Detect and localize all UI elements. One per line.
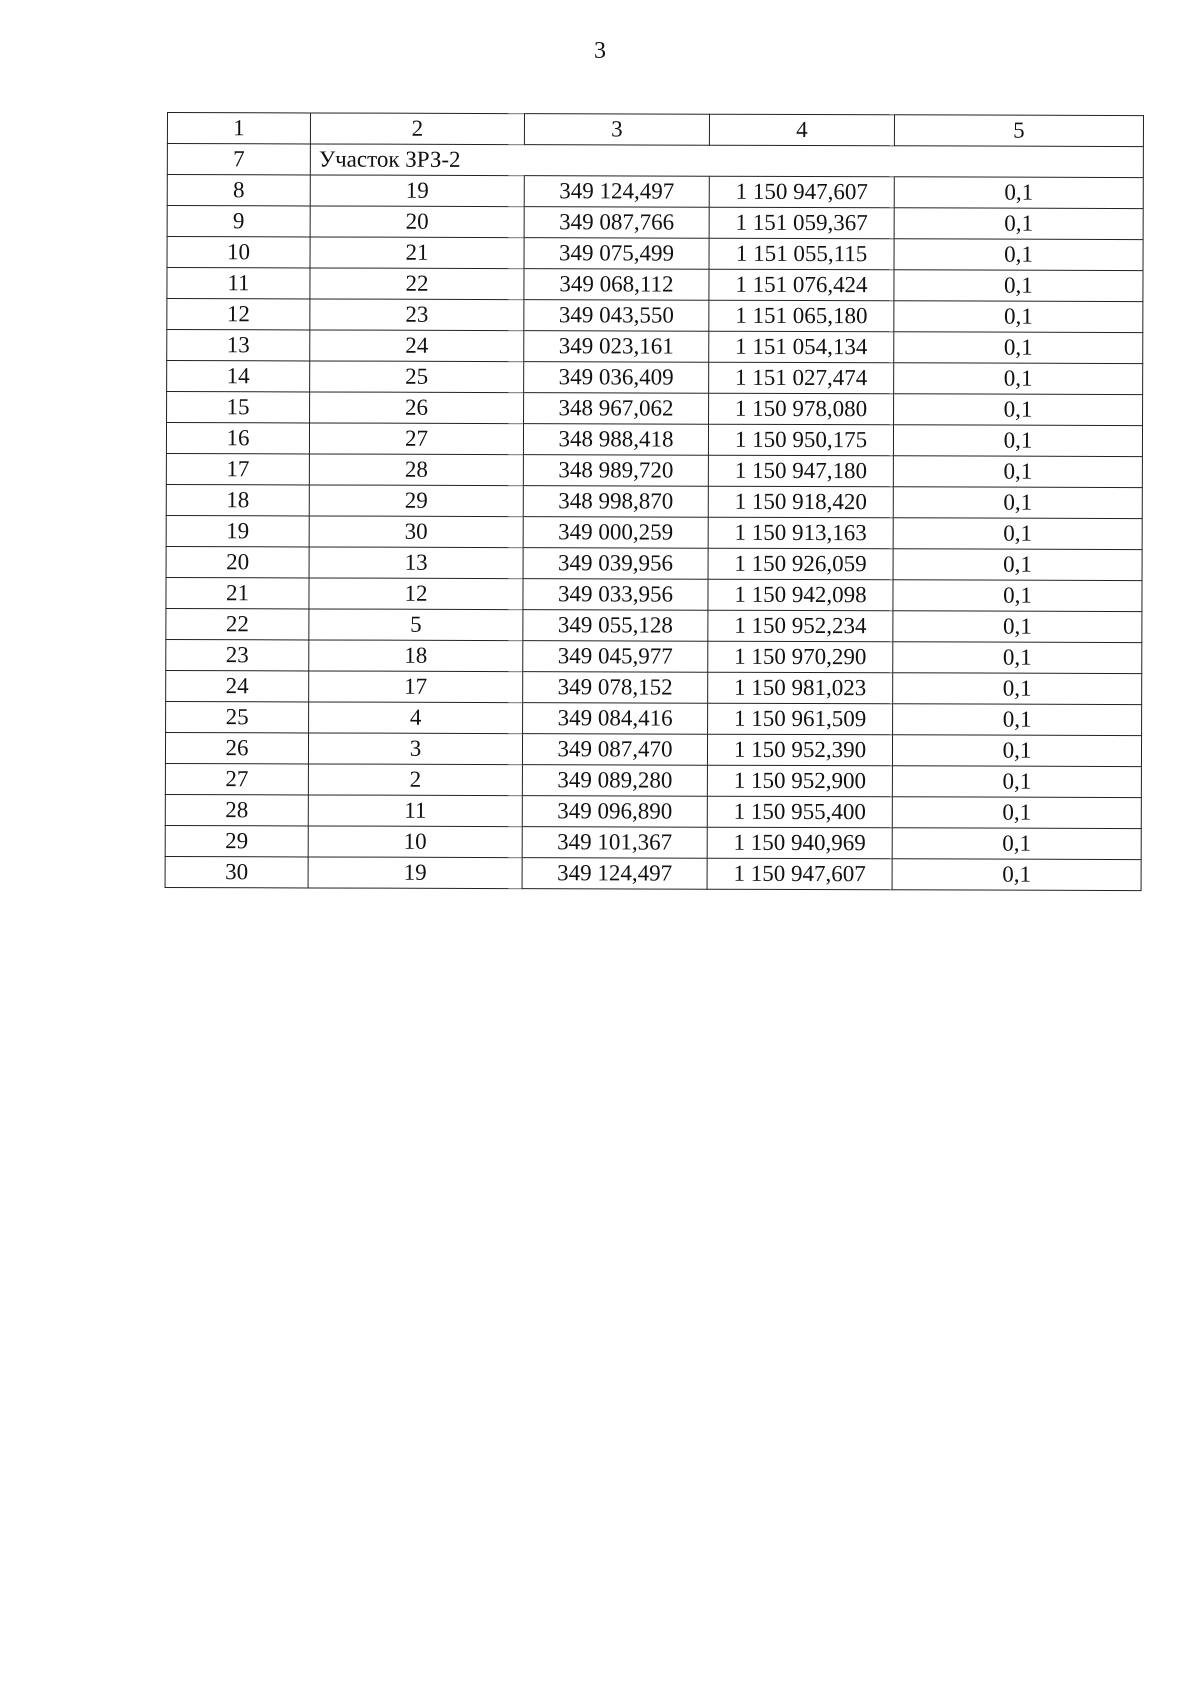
coordinate-y-cell: 1 151 027,474: [709, 362, 894, 394]
row-number-cell: 16: [166, 423, 309, 454]
accuracy-cell: 0,1: [893, 549, 1142, 581]
accuracy-cell: 0,1: [893, 518, 1142, 550]
coordinate-y-cell: 1 151 055,115: [709, 238, 894, 270]
row-number-cell: 21: [166, 577, 309, 608]
coordinate-x-cell: 349 075,499: [524, 238, 709, 270]
coordinate-x-cell: 348 989,720: [523, 455, 708, 487]
point-number-cell: 19: [308, 857, 522, 889]
table-row: [166, 453, 1142, 487]
coordinate-x-cell: 349 087,766: [524, 207, 709, 239]
table-row: [167, 299, 1143, 333]
coordinate-x-cell: 349 068,112: [524, 269, 709, 301]
point-number-cell: 19: [310, 175, 524, 207]
point-number-cell: 28: [309, 454, 523, 486]
coordinate-y-cell: 1 150 947,180: [708, 455, 893, 487]
coordinate-y-cell: 1 150 913,163: [708, 517, 893, 549]
header-row: [167, 113, 1143, 147]
accuracy-cell: 0,1: [893, 673, 1142, 705]
accuracy-cell: 0,1: [892, 859, 1141, 891]
coordinate-y-cell: 1 150 926,059: [708, 548, 893, 580]
coordinate-x-cell: 349 033,956: [523, 579, 708, 611]
coordinate-y-cell: 1 150 942,098: [708, 579, 893, 611]
coordinate-y-cell: 1 151 076,424: [709, 269, 894, 301]
row-number-cell: 28: [165, 794, 308, 825]
coordinate-x-cell: 349 096,890: [522, 796, 707, 828]
table-row: [167, 206, 1143, 240]
row-number-cell: 11: [167, 268, 310, 299]
coordinate-x-cell: 349 043,550: [524, 300, 709, 332]
table-row: [166, 639, 1142, 673]
table-row: [166, 484, 1142, 518]
coordinate-y-cell: 1 150 952,900: [707, 765, 892, 797]
accuracy-cell: 0,1: [894, 332, 1143, 364]
coordinate-x-cell: 349 084,416: [523, 703, 708, 735]
accuracy-cell: 0,1: [894, 239, 1143, 271]
accuracy-cell: 0,1: [893, 704, 1142, 736]
accuracy-cell: 0,1: [892, 797, 1141, 829]
coordinate-x-cell: 349 124,497: [524, 176, 709, 208]
section-title: Участок ЗРЗ-2: [310, 144, 1143, 178]
coordinate-x-cell: 349 078,152: [523, 672, 708, 704]
coordinates-table-body: [165, 113, 1143, 891]
point-number-cell: 24: [310, 330, 524, 362]
coordinate-y-cell: 1 150 978,080: [709, 393, 894, 425]
row-number-cell: 26: [165, 732, 308, 763]
coordinate-y-cell: 1 151 065,180: [709, 300, 894, 332]
row-number-cell: 29: [165, 825, 308, 856]
row-number-cell: 19: [166, 515, 309, 546]
coordinate-x-cell: 349 023,161: [524, 331, 709, 363]
coordinate-x-cell: 349 124,497: [522, 858, 707, 890]
table-row: [166, 546, 1142, 580]
point-number-cell: 25: [310, 361, 524, 393]
row-number-cell: 9: [167, 206, 310, 237]
coordinate-x-cell: 348 988,418: [523, 424, 708, 456]
row-number-cell: 27: [165, 763, 308, 794]
table-row: [166, 670, 1142, 704]
coordinate-x-cell: 348 967,062: [524, 393, 709, 425]
coordinate-y-cell: 1 151 054,134: [709, 331, 894, 363]
row-number-cell: 18: [166, 484, 309, 515]
accuracy-cell: 0,1: [894, 270, 1143, 302]
point-number-cell: 18: [309, 640, 523, 672]
table-row: [167, 268, 1143, 302]
header-cell-3: 3: [524, 114, 709, 146]
accuracy-cell: 0,1: [894, 301, 1143, 333]
coordinate-x-cell: 349 087,470: [522, 734, 707, 766]
point-number-cell: 4: [309, 702, 523, 734]
table-row: [165, 732, 1141, 766]
table-row: [166, 608, 1142, 642]
header-cell-1: 1: [167, 113, 310, 144]
coordinate-x-cell: 349 055,128: [523, 610, 708, 642]
accuracy-cell: 0,1: [892, 735, 1141, 767]
table-row: [165, 856, 1141, 890]
coordinate-y-cell: 1 150 952,390: [707, 734, 892, 766]
accuracy-cell: 0,1: [892, 828, 1141, 860]
point-number-cell: 21: [310, 237, 524, 269]
accuracy-cell: 0,1: [893, 642, 1142, 674]
coordinate-x-cell: 349 089,280: [522, 765, 707, 797]
coordinate-y-cell: 1 150 981,023: [708, 672, 893, 704]
coordinate-y-cell: 1 150 961,509: [708, 703, 893, 735]
section-row: [167, 144, 1143, 178]
row-number-cell: 30: [165, 856, 308, 887]
point-number-cell: 29: [309, 485, 523, 517]
point-number-cell: 11: [308, 795, 522, 827]
point-number-cell: 22: [310, 268, 524, 300]
coordinate-y-cell: 1 150 947,607: [709, 176, 894, 208]
coordinate-y-cell: 1 150 947,607: [707, 858, 892, 890]
coordinate-x-cell: 349 045,977: [523, 641, 708, 673]
table-row: [167, 361, 1143, 395]
point-number-cell: 17: [309, 671, 523, 703]
coordinate-x-cell: 349 039,956: [523, 548, 708, 580]
coordinate-y-cell: 1 150 955,400: [707, 796, 892, 828]
accuracy-cell: 0,1: [893, 425, 1142, 457]
row-number-cell: 22: [166, 608, 309, 639]
point-number-cell: 20: [310, 206, 524, 238]
point-number-cell: 27: [309, 423, 523, 455]
row-number-cell: 14: [167, 361, 310, 392]
accuracy-cell: 0,1: [893, 487, 1142, 519]
table-row: [166, 515, 1142, 549]
table-row: [167, 330, 1143, 364]
point-number-cell: 3: [308, 733, 522, 765]
accuracy-cell: 0,1: [894, 394, 1143, 426]
row-number-cell: 13: [167, 330, 310, 361]
row-number-cell: 25: [166, 701, 309, 732]
table-row: [165, 794, 1141, 828]
page-number: 3: [594, 38, 606, 64]
header-cell-4: 4: [709, 114, 894, 146]
row-number-cell: 10: [167, 237, 310, 268]
accuracy-cell: 0,1: [893, 611, 1142, 643]
coordinate-x-cell: 349 101,367: [522, 827, 707, 859]
section-index: 7: [167, 144, 310, 175]
coordinate-x-cell: 348 998,870: [523, 486, 708, 518]
table-row: [167, 237, 1143, 271]
point-number-cell: 30: [309, 516, 523, 548]
coordinate-y-cell: 1 150 940,969: [707, 827, 892, 859]
accuracy-cell: 0,1: [893, 456, 1142, 488]
point-number-cell: 26: [310, 392, 524, 424]
coordinate-y-cell: 1 150 918,420: [708, 486, 893, 518]
point-number-cell: 13: [309, 547, 523, 579]
header-cell-2: 2: [310, 113, 524, 145]
coordinate-x-cell: 349 000,259: [523, 517, 708, 549]
row-number-cell: 17: [166, 453, 309, 484]
row-number-cell: 20: [166, 546, 309, 577]
accuracy-cell: 0,1: [894, 208, 1143, 240]
table-row: [166, 423, 1142, 457]
row-number-cell: 8: [167, 175, 310, 206]
point-number-cell: 5: [309, 609, 523, 641]
row-number-cell: 15: [167, 392, 310, 423]
table-row: [167, 175, 1143, 209]
point-number-cell: 23: [310, 299, 524, 331]
row-number-cell: 12: [167, 299, 310, 330]
point-number-cell: 12: [309, 578, 523, 610]
table-row: [165, 763, 1141, 797]
accuracy-cell: 0,1: [892, 766, 1141, 798]
accuracy-cell: 0,1: [893, 580, 1142, 612]
point-number-cell: 2: [308, 764, 522, 796]
coordinate-x-cell: 349 036,409: [524, 362, 709, 394]
coordinates-table: [165, 112, 1144, 891]
point-number-cell: 10: [308, 826, 522, 858]
table-row: [167, 392, 1143, 426]
coordinate-y-cell: 1 150 950,175: [708, 424, 893, 456]
coordinate-y-cell: 1 150 952,234: [708, 610, 893, 642]
row-number-cell: 23: [166, 639, 309, 670]
header-cell-5: 5: [894, 115, 1143, 147]
coordinate-y-cell: 1 151 059,367: [709, 207, 894, 239]
accuracy-cell: 0,1: [894, 363, 1143, 395]
row-number-cell: 24: [166, 670, 309, 701]
table-row: [166, 701, 1142, 735]
coordinate-y-cell: 1 150 970,290: [708, 641, 893, 673]
accuracy-cell: 0,1: [894, 177, 1143, 209]
table-row: [166, 577, 1142, 611]
table-row: [165, 825, 1141, 859]
